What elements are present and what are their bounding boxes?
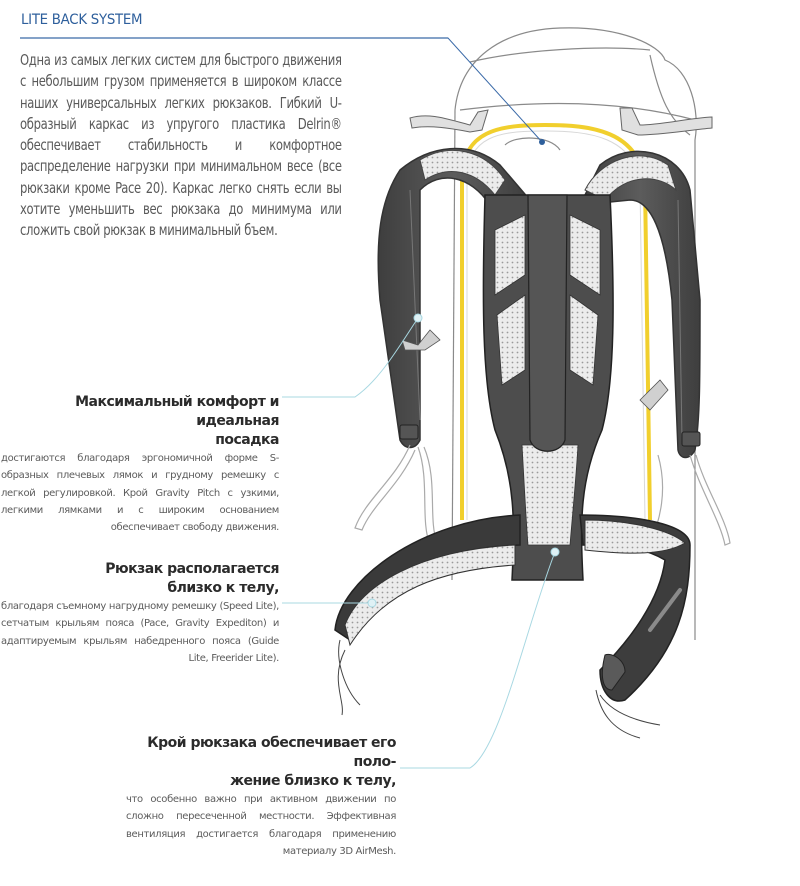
callout-heading-line: Рюкзак располагается bbox=[105, 561, 279, 577]
callout-heading-line: Крой рюкзака обеспечивает его поло- bbox=[147, 735, 396, 770]
callout-heading-line: Максимальный комфорт и идеальная bbox=[75, 394, 279, 429]
left-lower-strap bbox=[355, 445, 437, 545]
hip-belt bbox=[335, 515, 690, 738]
callout-body: благодаря съемному нагрудному ремешку (Speed Lite), сетчатым крыльям пояса (Pace, Gravity Expediton) и адаптируемым крыльям набедренного пояса (Guide Lite, Freerider Lite). bbox=[1, 601, 279, 664]
callout-heading-line: жение близко к телу, bbox=[230, 773, 396, 789]
callout-body: что особенно важно при активном движении по сложно пересеченной местности. Эффективная вентиляция достигается благодаря применению материалу 3D AirMesh. bbox=[126, 794, 396, 857]
page-title: LITE BACK SYSTEM bbox=[21, 12, 143, 28]
callout-heading-line: близко к телу, bbox=[167, 580, 279, 596]
callout-body: достигаются благодаря эргономичной форме S-образных плечевых лямок и грудному ремешку с легкой регулировкой. Крой Gravity Pitch с узкими, легкими лямками и с широким основанием обеспечивает свободу движения. bbox=[1, 453, 279, 534]
intro-paragraph: Одна из самых легких систем для быстрого движения с небольшим грузом применяется в широком классе наших универсальных легких рюкзаков. Гибкий U-образный каркас из упругого пластика Delrin® обеспечивает стабильность и комфортное распределение нагрузки при минимальном весе (все рюкзаки кроме Pace 20). Каркас легко снять если вы хотите уменьшить вес рюкзака до минимума или сложить свой рюкзак в минимальный бъем. bbox=[20, 51, 342, 240]
callout-heading-line: посадка bbox=[215, 432, 279, 448]
